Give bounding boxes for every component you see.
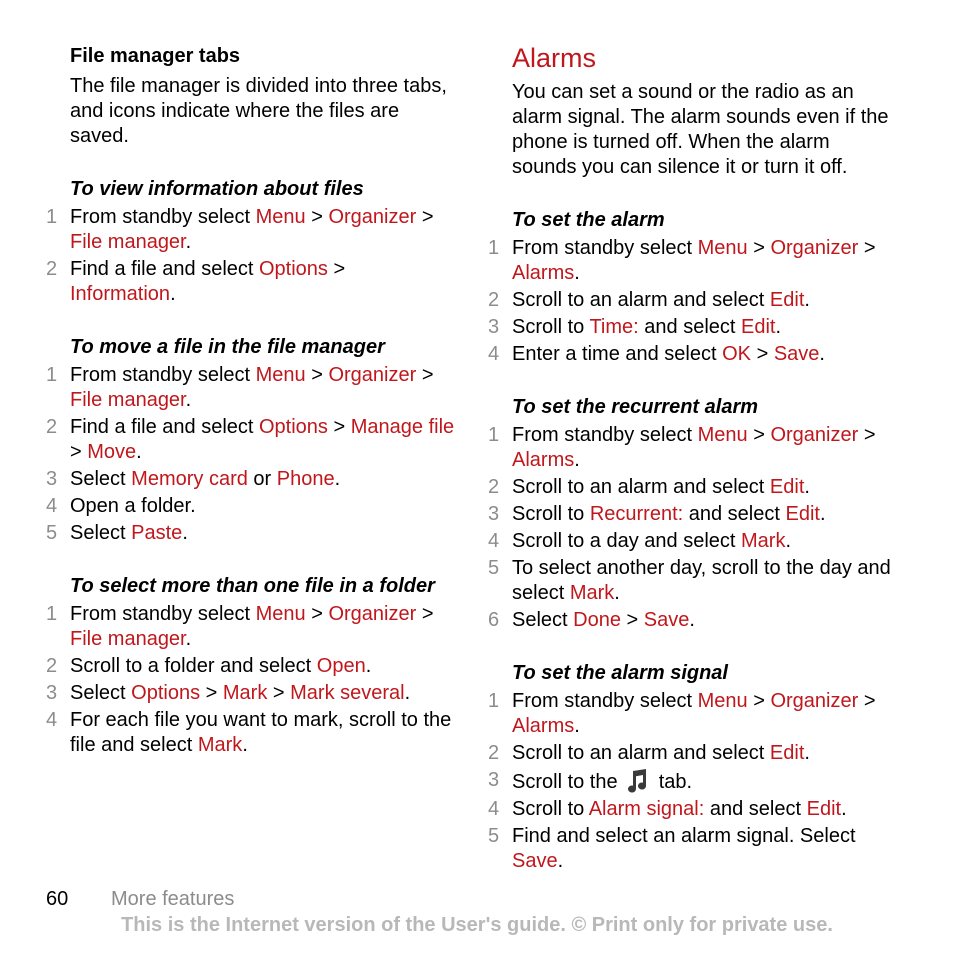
step-text: .: [574, 262, 580, 284]
step-number: 5: [46, 522, 58, 544]
step-text: >: [327, 416, 351, 438]
menu-path-term: Alarms: [512, 262, 575, 284]
step-text: .: [785, 530, 792, 552]
menu-path-term: File manager: [70, 231, 186, 253]
footer-disclaimer: This is the Internet version of the User's guide. © Print only for private use.: [121, 914, 833, 936]
step-number: 1: [488, 424, 500, 446]
step-text: From standby select: [512, 424, 698, 446]
step-number: 1: [46, 206, 58, 228]
step-text: Scroll to: [512, 316, 590, 338]
procedure-title: To set the alarm signal: [512, 662, 728, 684]
procedure-step: [488, 797, 898, 822]
step-text: tab.: [653, 771, 693, 793]
step-text: From standby select: [512, 690, 698, 712]
step-number: 4: [488, 343, 500, 365]
step-text: >: [70, 441, 88, 463]
menu-path-term: Menu: [697, 424, 748, 446]
menu-path-term: Save: [643, 609, 690, 631]
step-text: Scroll to an alarm and select: [512, 742, 770, 764]
menu-path-term: Organizer: [770, 424, 859, 446]
procedure-step: [46, 494, 456, 519]
menu-path-term: File manager: [70, 628, 186, 650]
step-text: .: [557, 850, 564, 872]
procedure-title: To select more than one file in a folder: [70, 575, 435, 597]
menu-path-term: Menu: [697, 237, 748, 259]
procedure-step: [488, 342, 898, 367]
step-number: 3: [488, 769, 500, 791]
step-number: 6: [488, 609, 500, 631]
procedure-step: [488, 475, 898, 500]
step-text: Enter a time and select: [512, 343, 723, 365]
menu-path-term: Information: [70, 283, 171, 305]
menu-path-term: Open: [316, 655, 366, 677]
step-text: or: [247, 468, 277, 490]
step-text: >: [747, 237, 771, 259]
menu-path-term: Menu: [255, 206, 306, 228]
step-text: >: [747, 424, 771, 446]
step-text: >: [858, 424, 876, 446]
menu-path-term: Edit: [806, 798, 842, 820]
alarms-intro: You can set a sound or the radio as an alarm signal. The alarm sounds even if the phone is turned off. When the alarm sounds you can silence it or turn it off.: [512, 81, 889, 178]
menu-path-term: Mark: [197, 734, 243, 756]
procedure-step: [488, 502, 898, 527]
step-text: .: [182, 522, 188, 544]
procedure-step: [488, 236, 898, 286]
menu-path-term: Save: [773, 343, 820, 365]
step-text: >: [305, 364, 329, 386]
step-text: Scroll to: [512, 503, 590, 525]
step-text: .: [185, 628, 192, 650]
step-text: Scroll to a folder and select: [70, 655, 317, 677]
step-text: >: [858, 690, 876, 712]
step-number: 1: [46, 603, 58, 625]
step-text: .: [574, 449, 580, 471]
procedure-step: [46, 415, 456, 465]
step-text: .: [242, 734, 248, 756]
step-text: Find a file and select: [70, 416, 259, 438]
step-text: and select: [638, 316, 742, 338]
step-text: .: [689, 609, 695, 631]
procedure-step: [488, 689, 898, 739]
page-number: 60: [46, 888, 69, 910]
step-number: 4: [46, 709, 58, 731]
menu-path-term: Alarms: [512, 449, 575, 471]
step-text: Select: [70, 468, 132, 490]
step-number: 2: [488, 742, 500, 764]
procedure-title: To view information about files: [70, 178, 364, 200]
step-text: To select another day, scroll to the day and select: [512, 557, 891, 604]
step-text: From standby select: [70, 206, 256, 228]
step-number: 5: [488, 825, 500, 847]
footer-section-name: More features: [111, 888, 235, 910]
procedure-step: [46, 654, 456, 679]
step-number: 2: [46, 655, 58, 677]
step-number: 2: [488, 289, 500, 311]
step-text: Select: [70, 682, 132, 704]
step-text: .: [819, 343, 825, 365]
menu-path-term: OK: [722, 343, 752, 365]
section-heading-alarms: Alarms: [512, 43, 597, 73]
step-text: .: [185, 389, 192, 411]
step-text: >: [747, 690, 771, 712]
procedure-step: [46, 602, 456, 652]
menu-path-term: Paste: [131, 522, 183, 544]
left-column: [46, 44, 456, 760]
step-number: 3: [46, 682, 58, 704]
step-number: 1: [488, 690, 500, 712]
file-manager-intro: The file manager is divided into three tabs, and icons indicate where the files are saved.: [70, 75, 447, 147]
menu-path-term: Menu: [697, 690, 748, 712]
procedure-step: [488, 608, 898, 633]
procedure-step: [488, 556, 898, 606]
procedure-step: [488, 768, 898, 795]
step-number: 3: [488, 503, 500, 525]
step-number: 1: [46, 364, 58, 386]
step-number: 3: [46, 468, 58, 490]
menu-path-term: Edit: [785, 503, 820, 525]
menu-path-term: Save: [512, 850, 558, 872]
step-text: and select: [683, 503, 786, 525]
step-text: .: [170, 283, 176, 305]
procedure-step: [46, 257, 456, 307]
step-number: 4: [46, 495, 58, 517]
menu-path-term: Done: [573, 609, 621, 631]
menu-path-term: Organizer: [770, 237, 859, 259]
procedure-title: To set the recurrent alarm: [512, 396, 759, 418]
step-number: 4: [488, 798, 500, 820]
right-column: [488, 42, 898, 876]
step-text: >: [416, 603, 434, 625]
procedure-title: To set the alarm: [512, 209, 665, 231]
step-text: >: [305, 603, 329, 625]
procedure-step: [488, 824, 898, 874]
step-text: >: [305, 206, 329, 228]
step-text: >: [858, 237, 876, 259]
menu-path-term: Phone: [276, 468, 335, 490]
procedure-step: [488, 315, 898, 340]
menu-path-term: Manage file: [350, 416, 455, 438]
menu-path-term: Menu: [255, 364, 306, 386]
menu-path-term: Options: [131, 682, 201, 704]
step-number: 2: [46, 416, 58, 438]
step-text: .: [365, 655, 372, 677]
step-text: .: [185, 231, 192, 253]
step-text: .: [775, 316, 782, 338]
menu-path-term: Mark: [569, 582, 615, 604]
step-text: Select: [512, 609, 574, 631]
step-text: Scroll to an alarm and select: [512, 476, 770, 498]
menu-path-term: Mark: [222, 682, 268, 704]
step-text: >: [267, 682, 291, 704]
step-text: Scroll to an alarm and select: [512, 289, 770, 311]
menu-path-term: Edit: [769, 289, 805, 311]
procedure-step: [46, 205, 456, 255]
right-procedures: [488, 208, 898, 874]
step-text: Find and select an alarm signal. Select: [512, 825, 856, 847]
step-number: 5: [488, 557, 500, 579]
step-text: Scroll to the: [512, 771, 624, 793]
step-text: Open a folder.: [70, 495, 196, 517]
step-text: Scroll to a day and select: [512, 530, 742, 552]
menu-path-term: Organizer: [328, 206, 417, 228]
step-text: .: [136, 441, 142, 463]
procedure-step: [46, 467, 456, 492]
menu-path-term: Alarm signal:: [588, 798, 705, 820]
menu-path-term: Options: [259, 258, 328, 280]
menu-path-term: Mark: [741, 530, 786, 552]
menu-path-term: Edit: [741, 316, 776, 338]
menu-path-term: File manager: [70, 389, 186, 411]
procedure-step: [46, 708, 456, 758]
menu-path-term: Menu: [255, 603, 306, 625]
step-text: .: [804, 476, 810, 498]
menu-path-term: Organizer: [328, 603, 417, 625]
menu-path-term: Organizer: [328, 364, 417, 386]
procedure-step: [46, 681, 456, 706]
procedure-step: [488, 423, 898, 473]
step-number: 4: [488, 530, 500, 552]
step-text: and select: [704, 798, 807, 820]
step-number: 2: [488, 476, 500, 498]
step-text: >: [416, 364, 434, 386]
menu-path-term: Edit: [769, 742, 805, 764]
menu-path-term: Move: [87, 441, 137, 463]
menu-path-term: Memory card: [131, 468, 248, 490]
left-procedures: [46, 177, 456, 758]
menu-path-term: Alarms: [512, 715, 575, 737]
step-text: .: [334, 468, 341, 490]
menu-path-term: Mark several: [290, 682, 405, 704]
section-heading-file-manager-tabs: File manager tabs: [70, 45, 241, 67]
step-text: >: [327, 258, 346, 280]
step-text: .: [574, 715, 580, 737]
procedure-step: [46, 363, 456, 413]
procedure-title: To move a file in the file manager: [70, 336, 385, 358]
step-text: .: [804, 742, 810, 764]
step-number: 2: [46, 258, 58, 280]
procedure-step: [46, 521, 456, 546]
step-number: 1: [488, 237, 500, 259]
menu-path-term: Recurrent:: [589, 503, 684, 525]
step-text: From standby select: [70, 603, 256, 625]
step-text: Scroll to: [512, 798, 589, 820]
step-text: .: [841, 798, 847, 820]
menu-path-term: Edit: [769, 476, 805, 498]
step-text: >: [200, 682, 223, 704]
step-text: >: [751, 343, 774, 365]
step-text: Select: [70, 522, 132, 544]
step-text: >: [620, 609, 644, 631]
procedure-step: [488, 741, 898, 766]
step-text: For each file you want to mark, scroll to the file and select: [70, 709, 452, 756]
step-text: .: [819, 503, 826, 525]
step-text: .: [404, 682, 411, 704]
music-note-icon: [625, 768, 649, 794]
step-text: Find a file and select: [70, 258, 259, 280]
menu-path-term: Options: [259, 416, 328, 438]
step-text: .: [804, 289, 810, 311]
step-text: .: [614, 582, 620, 604]
step-text: From standby select: [512, 237, 698, 259]
step-text: From standby select: [70, 364, 256, 386]
procedure-step: [488, 288, 898, 313]
procedure-step: [488, 529, 898, 554]
step-text: >: [416, 206, 434, 228]
menu-path-term: Time:: [589, 316, 639, 338]
step-number: 3: [488, 316, 500, 338]
menu-path-term: Organizer: [770, 690, 859, 712]
